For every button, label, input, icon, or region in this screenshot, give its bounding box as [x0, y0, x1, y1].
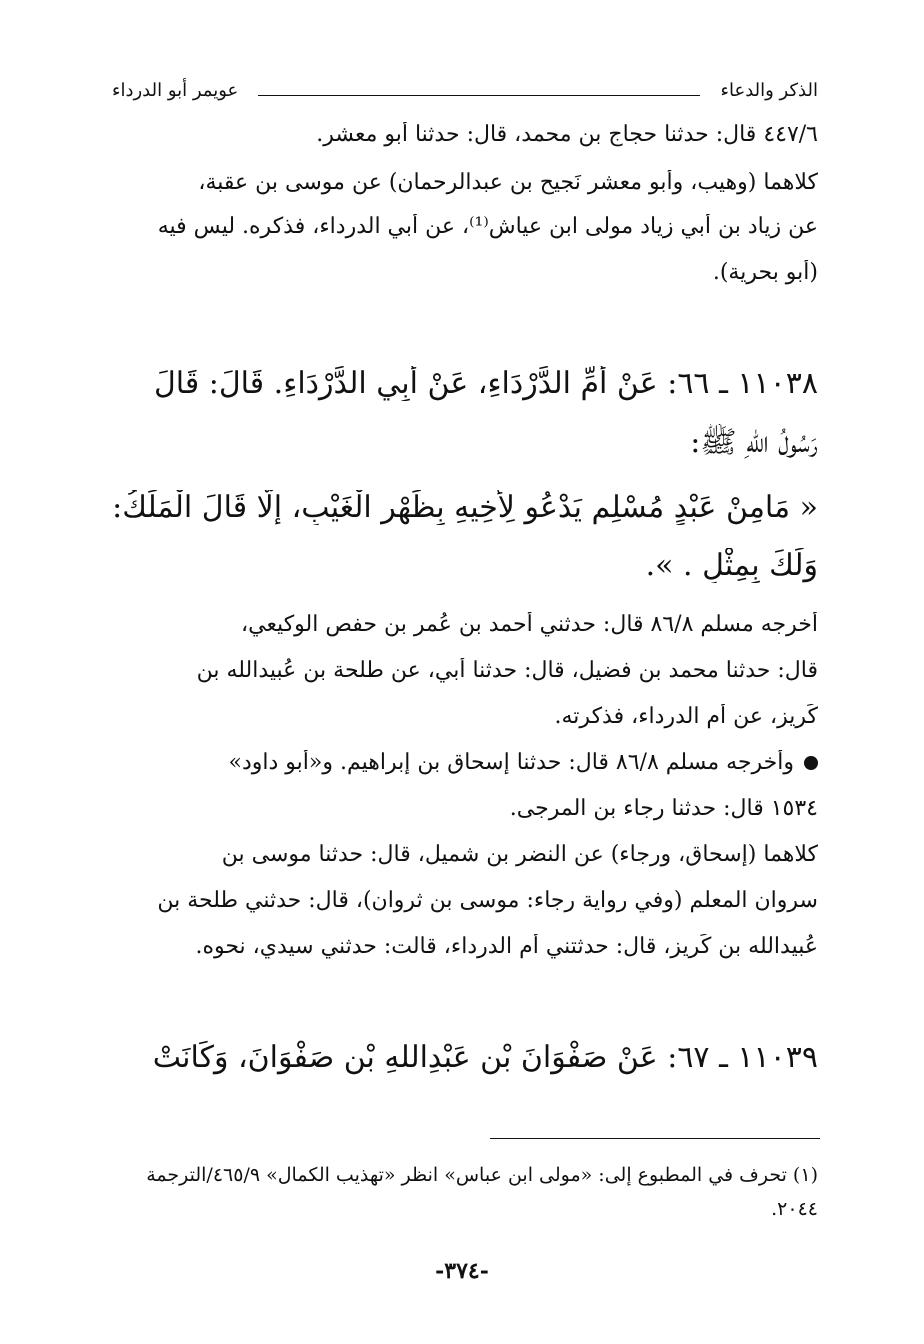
text-line: سروان المعلم (وفي رواية رجاء: موسى بن ثروان)، قال: حدثني طلحة بن — [157, 888, 818, 913]
hadith-line: وَلَكَ بِمِثْلٍ . ». — [645, 548, 818, 583]
text-line: أخرجه مسلم ٨٦/٨ قال: حدثني أحمد بن عُمر بن حفص الوكيعي، — [241, 612, 818, 637]
text-line: عُبيدالله بن كَريز، قال: حدثتني أم الدرداء، قالت: حدثني سيدي، نحوه. — [195, 934, 818, 959]
text-line: كلاهما (وهيب، وأبو معشر نَجيح بن عبدالرحمان) عن موسى بن عقبة، — [198, 170, 818, 195]
footnote-rule — [490, 1138, 820, 1139]
header-rule — [258, 95, 700, 96]
hadith-heading: ١١٠٣٨ ـ ٦٦: عَنْ أُمِّ الدَّرْدَاءِ، عَنْ أَبِي الدَّرْدَاءِ. قَالَ: قَالَ — [153, 366, 818, 401]
footnote-line: ٢٠٤٤. — [771, 1198, 818, 1220]
bullet-icon — [804, 756, 818, 770]
text-line: كلاهما (إسحاق، ورجاء) عن النضر بن شميل، قال: حدثنا موسى بن — [221, 842, 818, 867]
text-line: ٤٤٧/٦ قال: حدثنا حجاج بن محمد، قال: حدثنا أبو معشر. — [316, 122, 818, 147]
text-line: قال: حدثنا محمد بن فضيل، قال: حدثنا أبي، عن طلحة بن عُبيدالله بن — [196, 658, 818, 683]
hadith-line: رَسُولُ اللهِ ﷺ: — [690, 425, 818, 460]
text-line: ١٥٣٤ قال: حدثنا رجاء بن المرجى. — [509, 796, 818, 821]
text-line: كَريز، عن أم الدرداء، فذكرته. — [554, 704, 818, 729]
text-segment: وأخرجه مسلم ٨٦/٨ قال: حدثنا إسحاق بن إبراهيم. و«أبو داود» — [228, 750, 794, 775]
hadith-heading: ١١٠٣٩ ـ ٦٧: عَنْ صَفْوَانَ بْنِ عَبْدِاللهِ بْنِ صَفْوَانَ، وَكَانَتْ — [152, 1040, 818, 1075]
book-title: الذكر والدعاء — [720, 80, 818, 101]
footnote-line: (١) تحرف في المطبوع إلى: «مولى ابن عباس» انظر «تهذيب الكمال» ٤٦٥/٩/الترجمة — [146, 1164, 818, 1186]
text-line — [106, 750, 818, 775]
section-title: عويمر أبو الدرداء — [112, 80, 239, 101]
running-header — [112, 80, 818, 110]
page-number: -٣٧٤- — [435, 1258, 489, 1284]
text-line: (أبو بحرية). — [712, 260, 818, 285]
hadith-line: « مَامِنْ عَبْدٍ مُسْلِمٍ يَدْعُو لِأَخِيهِ بِظَهْرِ الْغَيْبِ، إِلَّا قَالَ الْمَلَكُ: — [112, 490, 818, 525]
text-line: عن زياد بن أبي زياد مولى ابن عياش⁽¹⁾، عن أبي الدرداء، فذكره. ليس فيه — [157, 214, 818, 239]
